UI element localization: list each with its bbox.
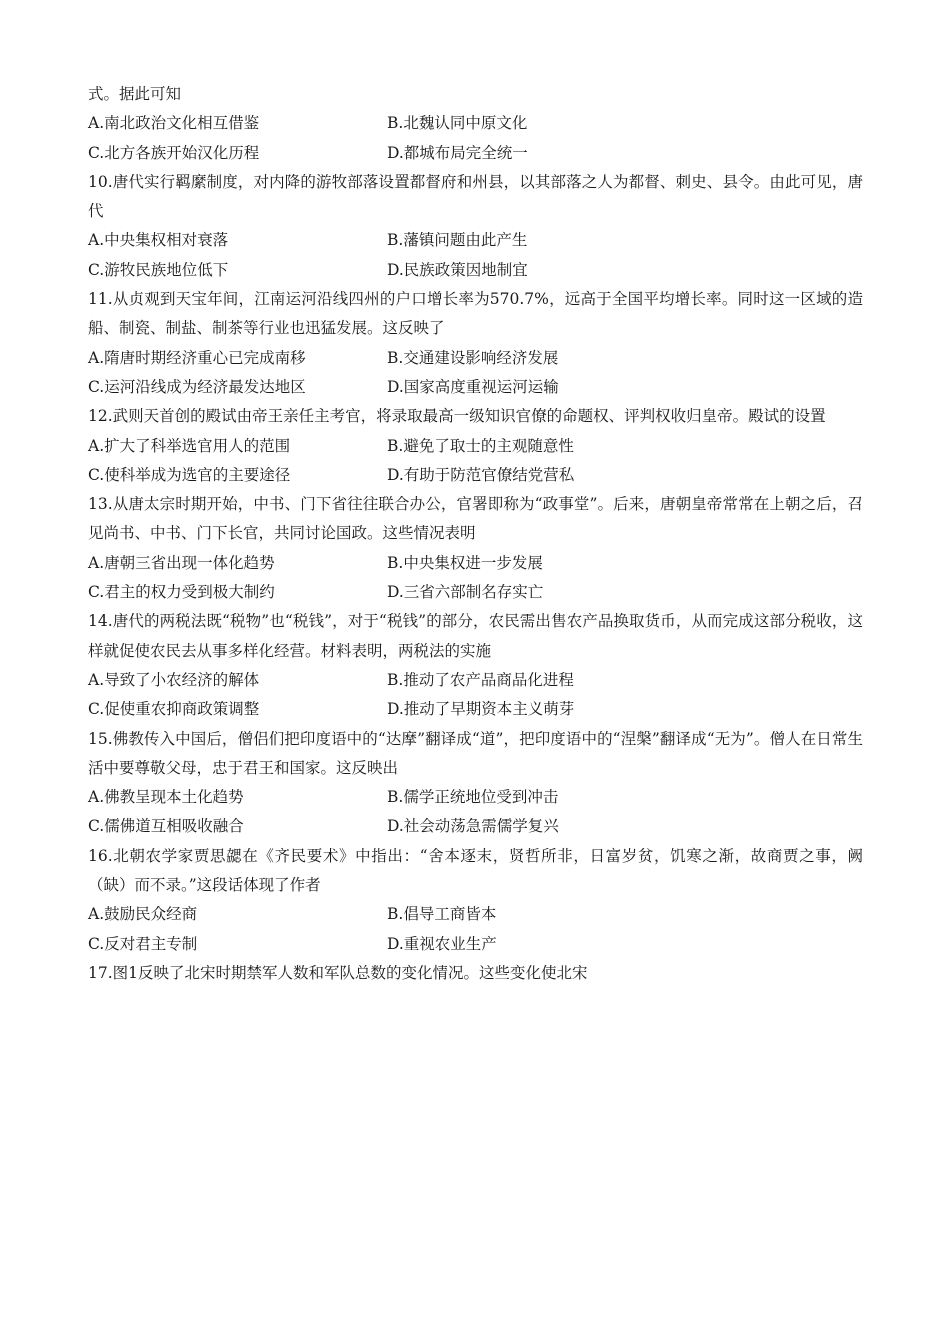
q15-stem: 15.佛教传入中国后，僧侣们把印度语中的“达摩”翻译成“道”，把印度语中的“涅槃”翻译成“无为”。僧人在日常生活中要尊敬父母，忠于君王和国家。这反映出	[88, 729, 863, 777]
q13-option-b[interactable]: B.中央集权进一步发展	[387, 553, 543, 572]
q16-option-d[interactable]: D.重视农业生产	[387, 934, 497, 953]
q14-option-b[interactable]: B.推动了农产品商品化进程	[387, 670, 574, 689]
q13-stem: 13.从唐太宗时期开始，中书、门下省往往联合办公，官署即称为“政事堂”。后来，唐朝皇帝常常在上朝之后，召见尚书、中书、门下长官，共同讨论国政。这些情况表明	[88, 495, 863, 543]
q9-option-a[interactable]: A.南北政治文化相互借鉴	[88, 114, 260, 133]
q16-option-b[interactable]: B.倡导工商皆本	[387, 905, 497, 924]
q16-option-a[interactable]: A.鼓励民众经商	[88, 905, 198, 924]
q12-option-c[interactable]: C.使科举成为选官的主要途径	[88, 465, 291, 484]
question-15	[88, 725, 863, 842]
question-16	[88, 842, 863, 959]
question-12	[88, 402, 863, 490]
question-17	[88, 959, 863, 988]
q13-option-c[interactable]: C.君主的权力受到极大制约	[88, 583, 275, 602]
q11-stem: 11.从贞观到天宝年间，江南运河沿线四州的户口增长率为570.7%，远高于全国平均增长率。同时这一区域的造船、制瓷、制盐、制茶等行业也迅猛发展。这反映了	[88, 290, 863, 338]
q9-option-b[interactable]: B.北魏认同中原文化	[387, 114, 528, 133]
q11-option-b[interactable]: B.交通建设影响经济发展	[387, 348, 559, 367]
question-14	[88, 607, 863, 724]
q10-options	[88, 226, 863, 285]
q11-option-c[interactable]: C.运河沿线成为经济最发达地区	[88, 377, 306, 396]
q13-option-d[interactable]: D.三省六部制名存实亡	[387, 583, 544, 602]
q10-option-b[interactable]: B.藩镇问题由此产生	[387, 231, 528, 250]
q9-option-d[interactable]: D.都城布局完全统一	[387, 143, 528, 162]
q15-option-b[interactable]: B.儒学正统地位受到冲击	[387, 788, 559, 807]
q14-option-c[interactable]: C.促使重农抑商政策调整	[88, 700, 260, 719]
q14-options	[88, 666, 863, 725]
q14-stem: 14.唐代的两税法既“税物”也“税钱”，对于“税钱”的部分，农民需出售农产品换取货币，从而完成这部分税收，这样就促使农民去从事多样化经营。材料表明，两税法的实施	[88, 612, 863, 660]
q10-stem: 10.唐代实行羁縻制度，对内降的游牧部落设置都督府和州县，以其部落之人为都督、刺史、县令。由此可见，唐代	[88, 172, 863, 221]
q12-option-a[interactable]: A.扩大了科举选官用人的范围	[88, 436, 291, 455]
q10-option-d[interactable]: D.民族政策因地制宜	[387, 260, 528, 279]
q17-stem: 17.图1反映了北宋时期禁军人数和军队总数的变化情况。这些变化使北宋	[88, 963, 588, 982]
q10-option-c[interactable]: C.游牧民族地位低下	[88, 260, 229, 279]
q16-options	[88, 900, 863, 959]
q15-options	[88, 783, 863, 842]
q14-option-d[interactable]: D.推动了早期资本主义萌芽	[387, 700, 575, 719]
q12-option-d[interactable]: D.有助于防范官僚结党营私	[387, 465, 575, 484]
q11-options	[88, 344, 863, 403]
q12-options	[88, 432, 863, 491]
question-10	[88, 168, 863, 285]
q16-option-c[interactable]: C.反对君主专制	[88, 934, 198, 953]
q16-stem: 16.北朝农学家贾思勰在《齐民要术》中指出：“舍本逐末，贤哲所非，日富岁贫，饥寒之渐，故商贾之事，阙（缺）而不录。”这段话体现了作者	[88, 846, 863, 895]
question-13	[88, 490, 863, 607]
q15-option-a[interactable]: A.佛教呈现本土化趋势	[88, 788, 244, 807]
q11-option-a[interactable]: A.隋唐时期经济重心已完成南移	[88, 348, 306, 367]
q15-option-d[interactable]: D.社会动荡急需儒学复兴	[387, 817, 559, 836]
q9-options	[88, 109, 863, 168]
q14-option-a[interactable]: A.导致了小农经济的解体	[88, 670, 260, 689]
q12-stem: 12.武则天首创的殿试由帝王亲任主考官，将录取最高一级知识官僚的命题权、评判权收归皇帝。殿试的设置	[88, 407, 826, 426]
q9-stem-continuation: 式。据此可知	[88, 85, 182, 103]
question-11	[88, 285, 863, 402]
q9-option-c[interactable]: C.北方各族开始汉化历程	[88, 143, 260, 162]
question-list	[88, 80, 863, 988]
q13-options	[88, 549, 863, 608]
q13-option-a[interactable]: A.唐朝三省出现一体化趋势	[88, 553, 275, 572]
q15-option-c[interactable]: C.儒佛道互相吸收融合	[88, 817, 244, 836]
q11-option-d[interactable]: D.国家高度重视运河运输	[387, 377, 559, 396]
q10-option-a[interactable]: A.中央集权相对衰落	[88, 231, 229, 250]
q12-option-b[interactable]: B.避免了取士的主观随意性	[387, 436, 574, 455]
